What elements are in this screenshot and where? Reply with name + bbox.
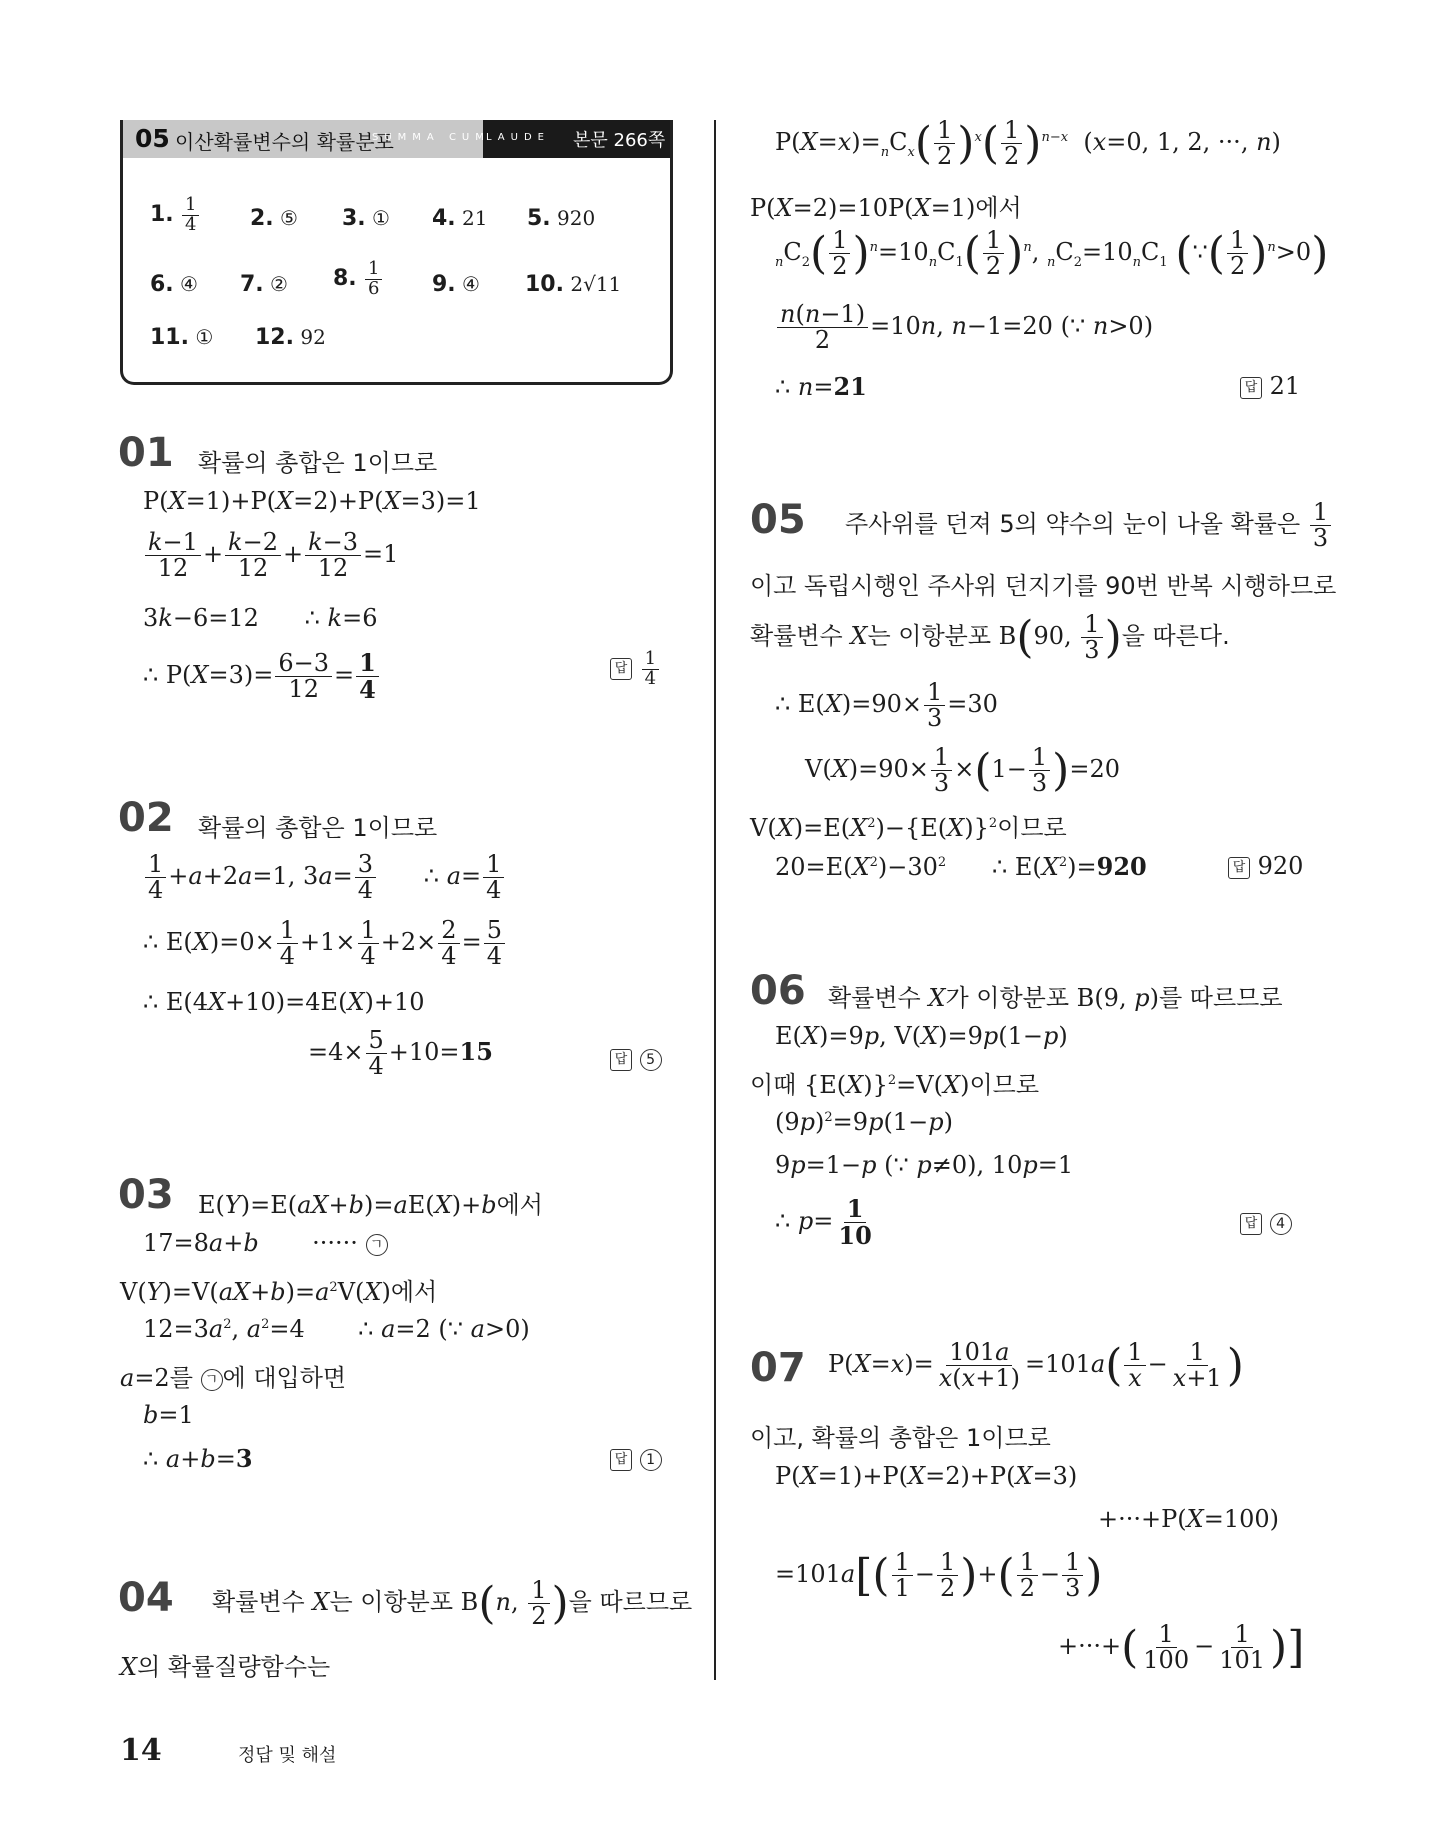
column-divider [714,120,716,1680]
quick-answer-7: 7. ② [240,272,288,297]
s07-line2: 이고, 확률의 총합은 1이므로 [750,1424,1051,1452]
s04-intro: 확률변수 X는 이항분포 B(n, $\frac{1}{2}$ )을 따르므로 [212,1576,693,1631]
s04-line3: P(X=2)=10P(X=1)에서 [750,194,1022,222]
quick-answer-11: 11. ① [150,325,214,350]
s07-line6: +···+( $\frac{1}{100}$ − $\frac{1}{101}$ )] [1058,1620,1305,1675]
s01-line2: $\frac{k-1}{12}$ + $\frac{k-2}{12}$ + $\frac{k-3}{12}$ =1 [143,530,398,581]
section-02-number: 02 [118,795,174,841]
section-01-intro: 확률의 총합은 1이므로 [198,449,438,477]
quick-answer-2: 2. ⑤ [250,206,298,231]
section-06-number: 06 [750,968,806,1014]
quick-answer-1: 1. $\frac{1}{4}$ [150,196,201,235]
s06-line4: 9p=1−p (∵ p≠0), 10p=1 [775,1151,1074,1179]
s03-line4: $12=3a^2$, $a^2=4$ ∴ a=2 (∵ a>0) [143,1315,530,1343]
quick-answer-6: 6. ④ [150,272,198,297]
s02-answer: 답 5 [610,1044,662,1072]
s03-line2: 17=8a+b ······ ㄱ [143,1229,388,1257]
s03-answer: 답 1 [610,1444,662,1472]
s01-answer: 답 $\frac{1}{4}$ [610,650,661,689]
quick-answer-5: 5. 920 [527,206,596,231]
quick-answer-9: 9. ④ [432,272,480,297]
s07-line5: =101a[( $\frac{1}{1}$ − $\frac{1}{2}$ )+( $\frac{1}{2}$ − $\frac{1}{3}$ ) [775,1548,1103,1603]
s04-line5: $\frac{n(n-1)}{2}$ =10n, n−1=20 (∵ n>0) [775,302,1153,353]
s03-line6: b=1 [143,1401,194,1429]
section-01-number: 01 [118,430,174,476]
s04-answer: 답 21 [1240,372,1300,400]
section-05-number: 05 [750,497,806,543]
s05-line4: ∴ E(X)=90× $\frac{1}{3}$ =30 [775,678,998,733]
s06-line1: E(X)=9p, V(X)=9p(1−p) [775,1022,1068,1050]
section-02-intro: 확률의 총합은 1이므로 [198,814,438,842]
s01-line1: P(X=1)+P(X=2)+P(X=3)=1 [143,487,481,515]
s07-line3: P(X=1)+P(X=2)+P(X=3) [775,1462,1078,1490]
s05-line7: $20=E(X^2)-30^2$ ∴ $E(X^2)=920$ [775,852,1147,881]
s06-intro: 확률변수 X가 이항분포 B(9, p)를 따르므로 [828,984,1283,1012]
s05-line5: V(X)=90× $\frac{1}{3}$ ×(1− $\frac{1}{3}$ )=20 [805,743,1120,798]
s03-line7: ∴ a+b=3 [143,1444,253,1473]
s01-line3: 3k−6=12 ∴ k=6 [143,604,378,632]
quick-answer-8: 8. $\frac{1}{6}$ [333,260,384,299]
s04-line2: X의 확률질량함수는 [120,1653,331,1681]
s05-answer: 답 920 [1228,852,1303,880]
s07-line4: +···+P(X=100) [1098,1505,1279,1533]
s06-line5: ∴ p= $\frac{1}{10}$ [775,1194,872,1251]
s03-line5: a=2를 ㄱ 에 대입하면 [120,1364,347,1392]
s06-line3: $(9p)^2=9p(1-p)$ [775,1108,953,1136]
quick-answer-12: 12. 92 [255,325,326,350]
s02-line1: $\frac{1}{4}$ +a+2a=1, 3a= $\frac{3}{4}$ ∴ a= $\frac{1}{4}$ [143,852,506,903]
section-07-number: 07 [750,1345,806,1391]
s07-line1: P(X=x)= $\frac{101a}{x(x+1)}$ =101a( $\frac{1}{x}$ − $\frac{1}{x+1}$ ) [828,1338,1244,1393]
s06-line2: 이때 $\{E(X)\}^2=V(X)$이므로 [750,1071,1040,1099]
footer-label: 정답 및 해설 [238,1745,337,1766]
s01-line4: ∴ P(X=3)= $\frac{6-3}{12}$ = $\frac{1}{4}$ [143,650,381,703]
s05-line3: 확률변수 X는 이항분포 B(90, $\frac{1}{3}$ )을 따른다. [750,610,1230,665]
s05-line2: 이고 독립시행인 주사위 던지기를 90번 반복 시행하므로 [750,572,1337,600]
laude-text: LAUDE [486,132,550,143]
quick-answer-10: 10. 2√11 [525,272,622,297]
s04-line4: $_nC_2$( $\frac{1}{2}$ )$^n=10_nC_1$( $\frac{1}{2}$ )$^n$, $_nC_2=10_nC_1$ (∵( $\frac{1}{2}$ )$^n$>0) [775,226,1329,281]
chapter-number: 05 [135,124,170,153]
s05-line6: $V(X)=E(X^2)-\{E(X)\}^2$이므로 [750,814,1067,842]
s05-intro: 주사위를 던져 5의 약수의 눈이 나올 확률은 $\frac{1}{3}$ [845,500,1333,551]
s02-line3: ∴ E(4X+10)=4E(X)+10 [143,988,425,1016]
section-03-number: 03 [118,1172,174,1218]
s04-pmf: $P(X=x)=_nC_x$( $\frac{1}{2}$ )$^x$( $\frac{1}{2}$ )$^{n-x}$ (x=0, 1, 2, ···, n) [775,116,1281,171]
page-reference: 본문 266쪽 [573,130,666,151]
s04-line6: ∴ n=21 [775,372,867,401]
chapter-title: 이산확률변수의 확률분포 [175,130,394,154]
s03-line1: E(Y)=E(aX+b)=aE(X)+b에서 [198,1191,543,1219]
s02-line2: ∴ E(X)=0× $\frac{1}{4}$ +1× $\frac{1}{4}$ +2× $\frac{2}{4}$ = $\frac{5}{4}$ [143,918,507,969]
s06-answer: 답 4 [1240,1208,1292,1236]
quick-answer-4: 4. 21 [432,206,488,231]
summa-text: SUMMA CUM [372,132,490,143]
s02-line4: =4× $\frac{5}{4}$ +10=15 [308,1026,493,1081]
section-04-number: 04 [118,1575,174,1621]
s03-line3: $V(Y)=V(aX+b)=a^2V(X)$에서 [120,1278,438,1306]
page-number: 14 [120,1733,162,1768]
quick-answer-3: 3. ① [342,206,390,231]
